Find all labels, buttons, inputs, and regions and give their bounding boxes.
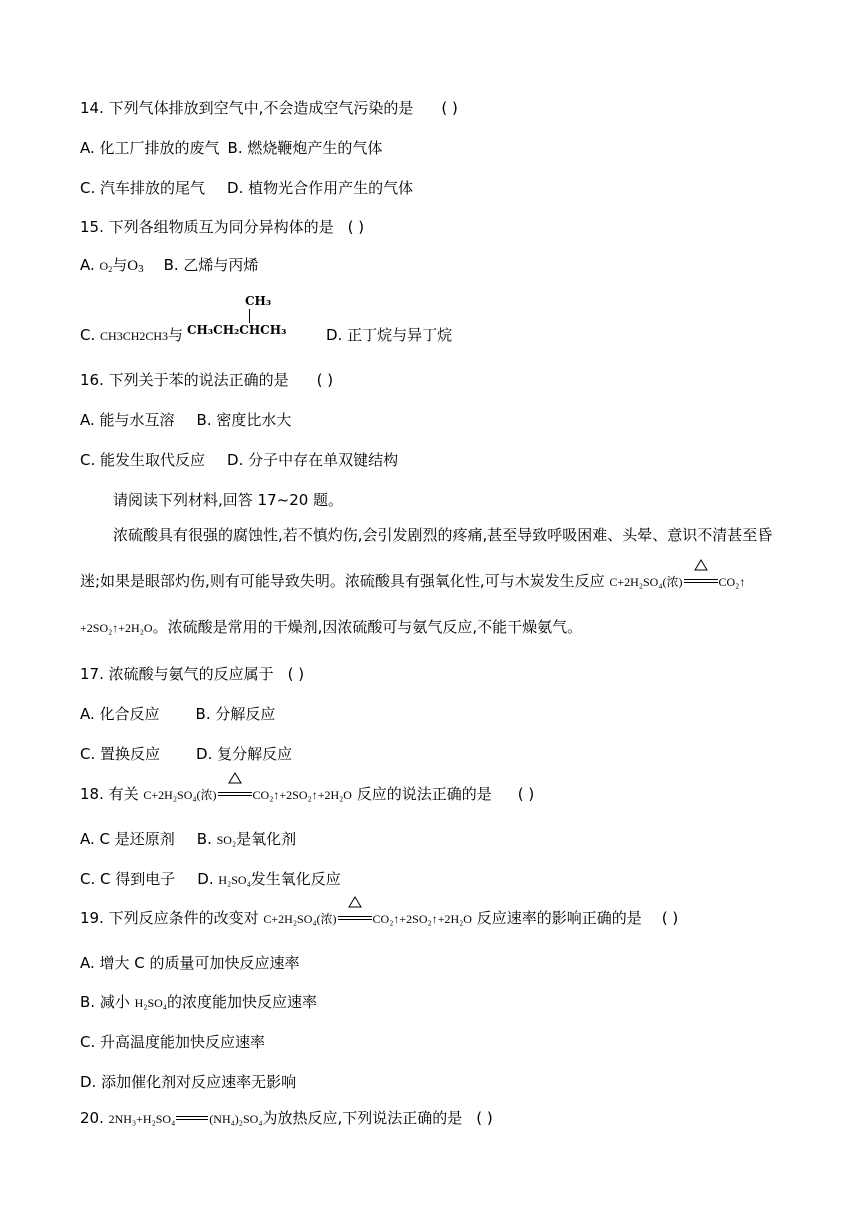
- q17-option-d: D. 复分解反应: [196, 745, 293, 763]
- q17-option-c: C. 置换反应: [80, 745, 161, 763]
- heat-triangle-icon: [348, 896, 362, 908]
- q15-c-mid: 与: [168, 326, 184, 344]
- q20-prefix: 20.: [80, 1109, 109, 1127]
- q15-stem-line: [80, 217, 364, 237]
- q14-options-ab: [80, 138, 382, 158]
- q19-option-b: [80, 992, 317, 1013]
- q15-options-ab: [80, 255, 258, 276]
- q18-option-b-formula: SO₂: [216, 833, 237, 847]
- q18-suffix: 反应的说法正确的是: [351, 785, 492, 803]
- q16-stem-line: [80, 370, 333, 390]
- q18-prefix: 18. 有关: [80, 785, 144, 803]
- q15-c-formula: CH3CH2CH3: [100, 329, 169, 343]
- q19-option-c: C. 升高温度能加快反应速率: [80, 1033, 266, 1051]
- q15-struct-ch3-top: CH₃: [245, 294, 272, 308]
- q17-stem-line: [80, 664, 304, 684]
- q20-eq-right: (NH₄)₂SO₄: [209, 1112, 263, 1126]
- q18-options-ab: [80, 829, 296, 850]
- q18-eq-left: C+2H₂SO₄(浓): [143, 788, 217, 802]
- q15-options-cd: [80, 325, 183, 346]
- q18-stem-line: [80, 784, 534, 805]
- material-paragraph-1: 浓硫酸具有很强的腐蚀性,若不慎灼伤,会引发剧烈的疼痛,甚至导致呼吸困难、头晕、意识不清甚至昏: [113, 526, 773, 544]
- q18-option-b-tail: 是氧化剂: [236, 830, 297, 848]
- q16-option-a: A. 能与水互溶: [80, 411, 175, 429]
- q15-option-a-label: A.: [80, 256, 95, 274]
- material-eq-left: C+2H₂SO₄(浓): [609, 575, 683, 589]
- q18-option-a: A. C 是还原剂: [80, 830, 175, 848]
- q14-option-d: D. 植物光合作用产生的气体: [227, 179, 414, 197]
- q19-option-a: A. 增大 C 的质量可加快反应速率: [80, 954, 300, 972]
- q19-eq-sign: [337, 908, 373, 928]
- material-intro: 请阅读下列材料,回答 17~20 题。: [113, 491, 344, 509]
- q14-option-b: B. 燃烧鞭炮产生的气体: [227, 139, 383, 157]
- q17-stem: 17. 浓硫酸与氨气的反应属于: [80, 665, 274, 683]
- q16-option-d: D. 分子中存在单双键结构: [227, 451, 399, 469]
- q17-option-a: A. 化合反应: [80, 705, 160, 723]
- q18-option-b-label: B.: [196, 830, 212, 848]
- q15-o3: $O_3$: [127, 258, 144, 275]
- q18-options-cd: [80, 869, 341, 890]
- q17-options-ab: [80, 704, 275, 724]
- heat-triangle-icon: [694, 559, 708, 571]
- q15-option-d-line: [326, 325, 452, 345]
- q19-eq-left: C+2H₂SO₄(浓): [263, 912, 337, 926]
- q15-option-c-label: C.: [80, 326, 96, 344]
- q15-o2: $O_2$: [99, 259, 113, 274]
- material-eq-sign: [683, 571, 719, 591]
- q15-struct-main: CH₃CH₂CHCH₃: [187, 323, 287, 337]
- q17-paren: ( ): [287, 665, 305, 683]
- q19-option-d: D. 添加催化剂对反应速率无影响: [80, 1073, 297, 1091]
- q18-option-d-tail: 发生氧化反应: [250, 870, 341, 888]
- material-paragraph-3: [80, 617, 582, 638]
- q19-option-b-label: B. 减小: [80, 993, 135, 1011]
- material-paragraph-2: [80, 571, 745, 592]
- q14-stem: 14. 下列气体排放到空气中,不会造成空气污染的是: [80, 99, 414, 117]
- q15-paren: ( ): [347, 218, 365, 236]
- q16-option-c: C. 能发生取代反应: [80, 451, 206, 469]
- q18-paren: ( ): [517, 785, 535, 803]
- q14-options-cd: [80, 178, 413, 198]
- q17-option-b: B. 分解反应: [195, 705, 276, 723]
- material-p3-text: 。浓硫酸是常用的干燥剂,因浓硫酸可与氨气反应,不能干燥氨气。: [152, 618, 583, 636]
- q16-options-cd: [80, 450, 398, 470]
- q19-option-b-tail: 的浓度能加快反应速率: [166, 993, 317, 1011]
- q20-stem-line: [80, 1108, 493, 1129]
- q17-options-cd: [80, 744, 292, 764]
- q16-stem: 16. 下列关于苯的说法正确的是: [80, 371, 289, 389]
- q18-option-d-label: D.: [197, 870, 214, 888]
- q19-paren: ( ): [661, 909, 679, 927]
- q20-eq-left: 2NH₃+H₂SO₄: [108, 1112, 176, 1126]
- q15-stem: 15. 下列各组物质互为同分异构体的是: [80, 218, 334, 236]
- q14-paren: ( ): [441, 99, 458, 117]
- q16-options-ab: [80, 410, 291, 430]
- q20-suffix: 为放热反应,下列说法正确的是: [262, 1109, 463, 1127]
- q14-stem-line: [80, 98, 458, 118]
- q15-option-d: D. 正丁烷与异丁烷: [326, 326, 453, 344]
- q20-eq-sign: [175, 1108, 209, 1128]
- material-eq-right: CO₂↑: [718, 575, 746, 589]
- q18-option-c: C. C 得到电子: [80, 870, 176, 888]
- q19-suffix: 反应速率的影响正确的是: [471, 909, 642, 927]
- q15-a-mid: 与: [112, 256, 128, 274]
- q18-option-d-formula: H₂SO₄: [218, 873, 251, 887]
- q14-option-c: C. 汽车排放的尾气: [80, 179, 206, 197]
- q19-eq-right: CO₂↑+2SO₂↑+2H₂O: [372, 912, 472, 926]
- q15-option-b: B. 乙烯与丙烯: [163, 256, 259, 274]
- q14-option-a: A. 化工厂排放的废气: [80, 139, 220, 157]
- q19-option-b-formula: H₂SO₄: [134, 996, 167, 1010]
- q19-stem-line: [80, 908, 678, 929]
- q18-eq-right: CO₂↑+2SO₂↑+2H₂O: [252, 788, 352, 802]
- material-eq-products: +2SO₂↑+2H₂O: [80, 621, 153, 635]
- q20-paren: ( ): [476, 1109, 493, 1127]
- q15-struct-bond: [249, 309, 250, 323]
- q18-eq-sign: [217, 784, 253, 804]
- q19-prefix: 19. 下列反应条件的改变对: [80, 909, 264, 927]
- heat-triangle-icon: [228, 772, 242, 784]
- material-p2-text: 迷;如果是眼部灼伤,则有可能导致失明。浓硫酸具有强氧化性,可与木炭发生反应: [80, 572, 610, 590]
- q16-paren: ( ): [316, 371, 334, 389]
- q16-option-b: B. 密度比水大: [196, 411, 292, 429]
